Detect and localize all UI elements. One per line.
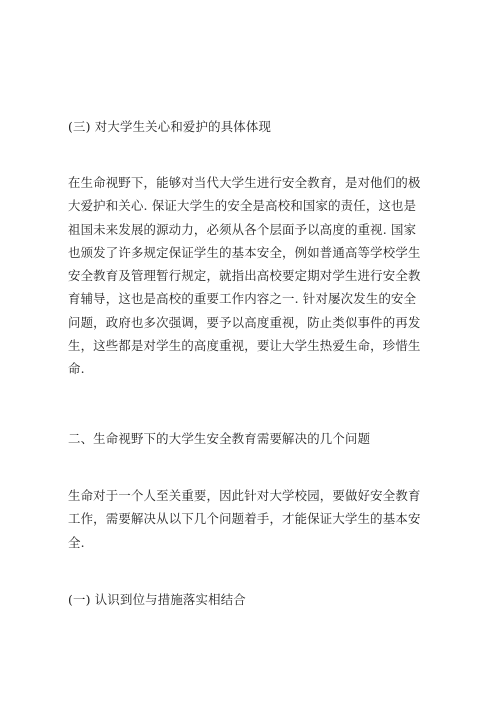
section-heading-care-for-students: (三) 对大学生关心和爱护的具体体现 (68, 119, 272, 134)
paragraph-line: 大爱护和关心. 保证大学生的安全是高校和国家的责任，这也是 (68, 198, 417, 214)
paragraph-line: 生命对于一个人至关重要，因此针对大学校园，要做好安全教育 (68, 488, 421, 503)
paragraph-line: 全. (68, 534, 85, 550)
paragraph-line: 在生命视野下，能够对当代大学生进行安全教育，是对他们的极 (68, 175, 421, 190)
paragraph-line: 工作，需要解决从以下几个问题着手，才能保证大学生的基本安 (68, 511, 421, 527)
paragraph-line: 生，这些都是对学生的高度重视，要让大学生热爱生命，珍惜生 (68, 338, 421, 354)
paragraph-line: 命. (68, 361, 85, 377)
paragraph-line: 育辅导，这也是高校的重要工作内容之一. 针对屡次发生的安全 (68, 291, 417, 307)
chapter-heading-problems-to-solve: 二、生命视野下的大学生安全教育需要解决的几个问题 (68, 431, 371, 446)
paragraph-importance-of-life (68, 484, 440, 554)
paragraph-line: 祖国未来发展的源动力，必须从各个层面予以高度的重视. 国家 (68, 221, 417, 237)
paragraph-line: 问题，政府也多次强调，要予以高度重视，防止类似事件的再发 (68, 314, 421, 330)
paragraph-line: 也颁发了许多规定保证学生的基本安全，例如普通高等学校学生 (68, 244, 421, 260)
paragraph-care-and-protection (68, 171, 440, 381)
paragraph-line: 安全教育及管理暂行规定，就指出高校要定期对学生进行安全教 (68, 268, 421, 284)
subsection-heading-awareness-and-measures: (一) 认识到位与措施落实相结合 (68, 592, 246, 607)
